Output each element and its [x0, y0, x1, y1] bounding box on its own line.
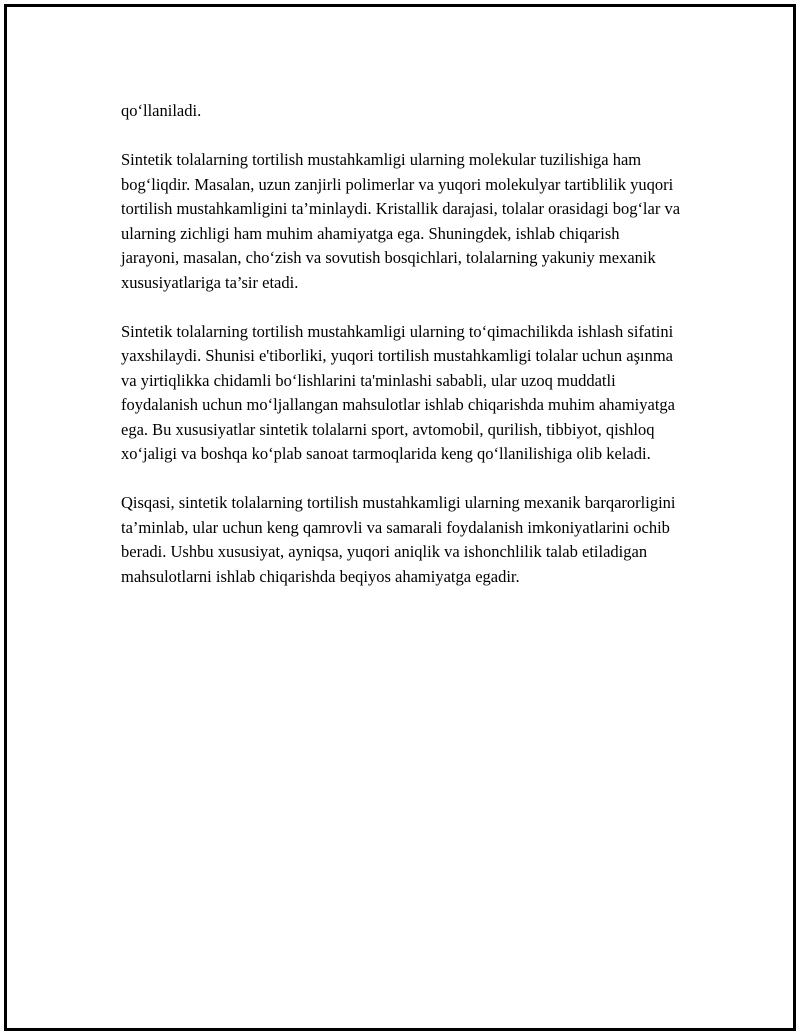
page-frame — [4, 4, 796, 1031]
paragraph-conclusion: Qisqasi, sintetik tolalarning tortilish mustahkamligi ularning mexanik barqarorligini ta’minlab, ular uchun keng qamrovli va samarali foydalanish imkoniyatlarini ochib beradi. Ushbu xususiyat, ayniqsa, yuqori aniqlik va ishonchlilik talab etiladigan mahsulotlarni ishlab chiqarishda beqiyos ahamiyatga egadir. — [121, 493, 676, 586]
paragraph-textile-performance: Sintetik tolalarning tortilish mustahkamligi ularning to‘qimachilikda ishlash sifatini yaxshilaydi. Shunisi e'tiborliki, yuqori tortilish mustahkamligi tolalar uchun aşınma va yirtiqlikka chidamli bo‘lishlarini ta'minlashi sababli, ular uzoq muddatli foydalanish uchun mo‘ljallangan mahsulotlar ishlab chiqarishda muhim ahamiyatga ega. Bu xususiyatlar sintetik tolalarni sport, avtomobil, qurilish, tibbiyot, qishloq xo‘jaligi va boshqa ko‘plab sanoat tarmoqlarida keng qo‘llanilishiga olib keladi. — [121, 321, 675, 463]
paragraph-continuation: qo‘llaniladi. — [121, 101, 202, 120]
page-content — [121, 99, 681, 614]
paragraph-molecular-structure: Sintetik tolalarning tortilish mustahkamligi ularning molekular tuzilishiga ham bog‘liqdir. Masalan, uzun zanjirli polimerlar va yuqori molekulyar tartiblilik yuqori tortilish mustahkamligini ta’minlaydi. Kristallik darajasi, tolalar orasidagi bog‘lar va ularning zichligi ham muhim ahamiyatga ega. Shuningdek, ishlab chiqarish jarayoni, masalan, cho‘zish va sovutish bosqichlari, tolalarning yakuniy mexanik xususiyatlariga ta’sir etadi. — [121, 150, 681, 292]
